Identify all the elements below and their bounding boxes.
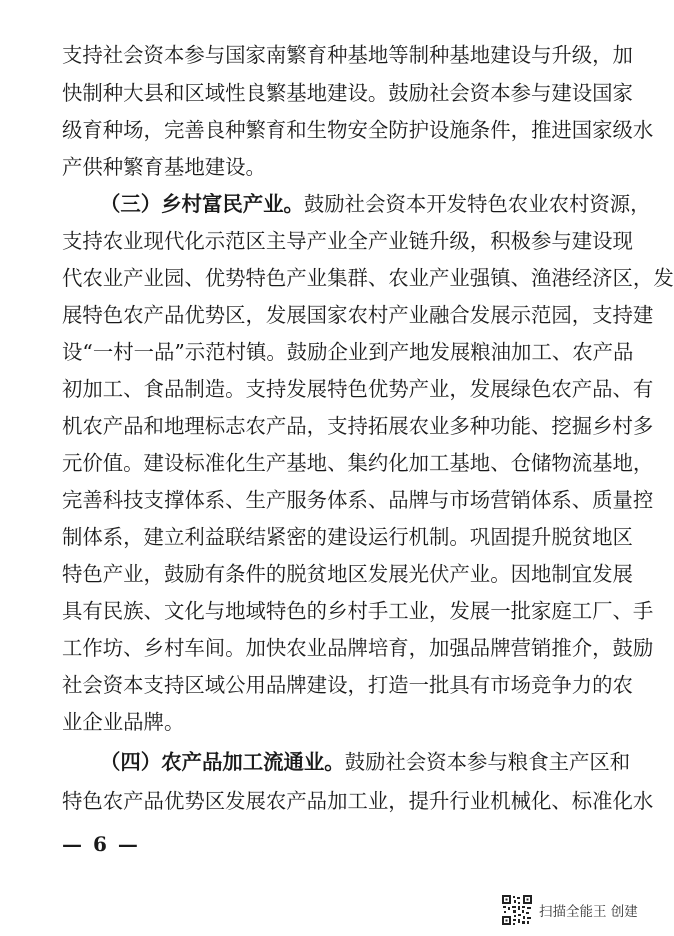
text-line: 快制种大县和区域性良繁基地建设。鼓励社会资本参与建设国家 (62, 81, 633, 105)
section-heading-line (100, 747, 631, 777)
section-3-heading: （三）乡村富民产业。 (100, 192, 304, 216)
text-line: 支持社会资本参与国家南繁育种基地等制种基地建设与升级，加 (62, 43, 633, 67)
text-line: 产供种繁育基地建设。 (62, 155, 266, 179)
page-number: — 6 — (62, 832, 140, 856)
text-line: 级育种场，完善良种繁育和生物安全防护设施条件，推进国家级水 (62, 118, 654, 142)
text-line: 业企业品牌。 (62, 710, 185, 734)
text-line: 代农业产业园、优势特色产业集群、农业产业强镇、渔港经济区，发 (62, 266, 674, 290)
text-line: 设“一村一品”示范村镇。鼓励企业到产地发展粮油加工、农产品 (62, 340, 634, 364)
text-line: 初加工、食品制造。支持发展特色优势产业，发展绿色农产品、有 (62, 377, 654, 401)
section-4-heading: （四）农产品加工流通业。 (100, 750, 345, 774)
text-line: 元价值。建设标准化生产基地、集约化加工基地、仓储物流基地， (62, 451, 654, 475)
text-run: 鼓励社会资本参与粮食主产区和 (344, 750, 631, 774)
scanner-label: 扫描全能王 创建 (539, 904, 638, 920)
text-line: 支持农业现代化示范区主导产业全产业链升级，积极参与建设现 (62, 229, 633, 253)
text-run: 鼓励社会资本开发特色农业农村资源， (303, 192, 651, 216)
text-line: 社会资本支持区域公用品牌建设，打造一批具有市场竞争力的农 (62, 673, 633, 697)
text-line: 具有民族、文化与地域特色的乡村手工业，发展一批家庭工厂、手 (62, 599, 654, 623)
text-line: 制体系，建立利益联结紧密的建设运行机制。巩固提升脱贫地区 (62, 525, 633, 549)
text-line: 完善科技支撑体系、生产服务体系、品牌与市场营销体系、质量控 (62, 488, 654, 512)
text-line: 机农产品和地理标志农产品，支持拓展农业多种功能、挖掘乡村多 (62, 414, 654, 438)
scanner-watermark (501, 893, 638, 927)
qr-code-icon (501, 894, 533, 926)
text-line: 特色产业，鼓励有条件的脱贫地区发展光伏产业。因地制宜发展 (62, 562, 633, 586)
text-line: 工作坊、乡村车间。加快农业品牌培育，加强品牌营销推介，鼓励 (62, 636, 654, 660)
text-line: 特色农产品优势区发展农产品加工业，提升行业机械化、标准化水 (62, 789, 654, 813)
section-heading-line (100, 189, 651, 219)
text-line: 展特色农产品优势区，发展国家农村产业融合发展示范园，支持建 (62, 303, 654, 327)
